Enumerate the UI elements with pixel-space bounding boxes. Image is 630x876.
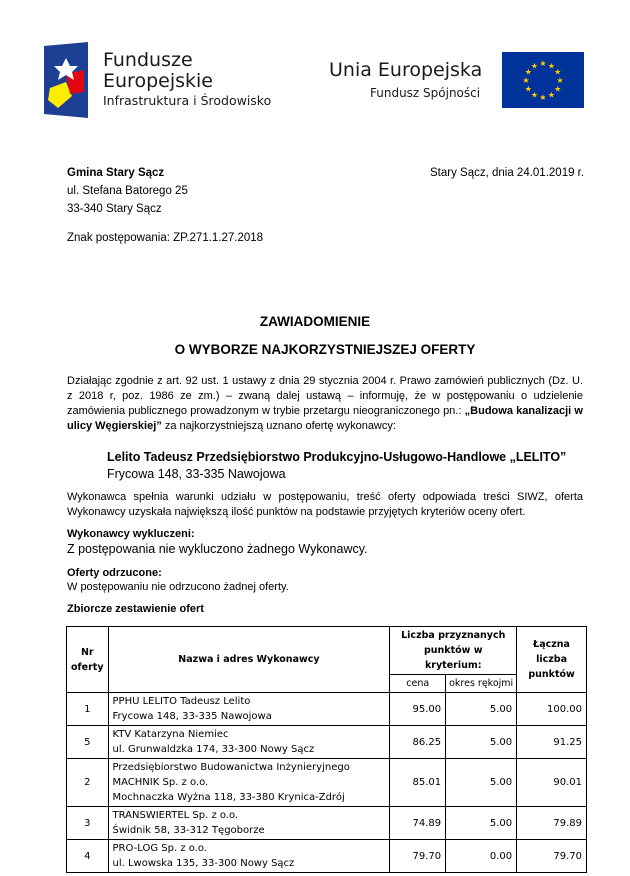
sender-street: ul. Stefana Batorego 25 xyxy=(67,185,188,197)
star-icon: ★ xyxy=(524,84,532,94)
winner-address: Frycowa 148, 33-335 Nawojowa xyxy=(107,467,286,481)
warranty-points: 5.00 xyxy=(446,726,517,759)
star-icon: ★ xyxy=(530,61,539,71)
ue-subtitle: Fundusz Spójności xyxy=(370,86,481,100)
summary-heading: Zbiorcze zestawienie ofert xyxy=(67,603,204,615)
excluded-heading: Wykonawcy wykluczeni: xyxy=(67,528,195,540)
price-points: 86.25 xyxy=(390,726,446,759)
offer-number: 3 xyxy=(67,807,109,840)
contractor-name-address xyxy=(108,693,390,726)
contractor-line: ul. Grunwaldzka 174, 33-300 Nowy Sącz xyxy=(112,744,315,755)
price-points: 95.00 xyxy=(390,693,446,726)
contractor-line: MACHNIK Sp. z o.o. xyxy=(112,777,209,788)
star-icon: ★ xyxy=(547,61,556,71)
offer-number: 1 xyxy=(67,693,109,726)
rejected-text: W postępowaniu nie odrzucono żadnej oferty. xyxy=(67,581,289,593)
table-row xyxy=(67,726,587,759)
star-icon: ★ xyxy=(522,76,530,85)
contractor-line: Świdnik 58, 33-312 Tęgoborze xyxy=(112,825,265,836)
star-icon: ★ xyxy=(554,67,562,77)
fundusze-europejskie-logo xyxy=(44,42,88,118)
offer-number: 2 xyxy=(67,759,109,807)
header-price: cena xyxy=(390,675,446,693)
header-criteria: Liczba przyznanych punktów w kryterium: xyxy=(390,627,517,675)
header-warranty: okres rękojmi xyxy=(446,675,517,693)
table-row xyxy=(67,807,587,840)
table-row xyxy=(67,840,587,873)
contractor-line: PRO-LOG Sp. z o.o. xyxy=(112,843,207,854)
star-icon: ★ xyxy=(547,90,556,100)
contractor-line: ul. Lwowska 135, 33-300 Nowy Sącz xyxy=(112,858,295,869)
offer-number: 5 xyxy=(67,726,109,759)
contractor-line: TRANSWIERTEL Sp. z o.o. xyxy=(112,810,239,821)
excluded-text: Z postępowania nie wykluczono żadnego Wykonawcy. xyxy=(67,542,368,556)
total-points: 90.01 xyxy=(517,759,587,807)
star-icon: ★ xyxy=(530,90,539,100)
contractor-line: Przedsiębiorstwo Budowanictwa Inżynieryjnego xyxy=(112,762,350,773)
contractor-line: Mochnaczka Wyżna 118, 33-380 Krynica-Zdrój xyxy=(112,792,345,803)
star-icon: ★ xyxy=(539,59,547,68)
warranty-points: 5.00 xyxy=(446,759,517,807)
warranty-points: 5.00 xyxy=(446,693,517,726)
contractor-name-address xyxy=(108,807,390,840)
contractor-line: Frycowa 148, 33-335 Nawojowa xyxy=(112,711,272,722)
rejected-heading: Oferty odrzucone: xyxy=(67,567,162,579)
offers-table xyxy=(66,626,587,873)
star-icon: ★ xyxy=(554,84,562,94)
document-subtitle: O WYBORZE NAJKORZYSTNIEJSZEJ OFERTY xyxy=(174,342,476,357)
winner-name: Lelito Tadeusz Przedsiębiorstwo Produkcyjno-Usługowo-Handlowe „LELITO” xyxy=(107,450,567,464)
intro-paragraph: Działając zgodnie z art. 92 ust. 1 ustawy z dnia 29 stycznia 2004 r. Prawo zamówień publicznych (Dz. U. z 2018 r, poz. 1986 ze zm.) – zwaną dalej ustawą – informuję, że w postępowaniu o udzielenie zamówienia publicznego prowadzonym w trybie przetargu nieograniczonego pn.: „Budowa kanalizacji w ulicy Węgierskiej” za najkorzystniejszą uznano ofertę wykonawcy: xyxy=(67,375,583,432)
eu-flag-logo xyxy=(502,52,584,108)
reference-number: Znak postępowania: ZP.271.1.27.2018 xyxy=(67,232,264,244)
contractor-name-address xyxy=(108,726,390,759)
offer-number: 4 xyxy=(67,840,109,873)
total-points: 100.00 xyxy=(517,693,587,726)
sender-city: 33-340 Stary Sącz xyxy=(67,203,162,215)
table-row xyxy=(67,759,587,807)
sender-name: Gmina Stary Sącz xyxy=(67,167,165,179)
header-total: Łączna liczba punktów xyxy=(517,627,587,693)
total-points: 79.89 xyxy=(517,807,587,840)
price-points: 85.01 xyxy=(390,759,446,807)
contractor-line: PPHU LELITO Tadeusz Lelito xyxy=(112,696,251,707)
fe-title-2: Europejskie xyxy=(103,70,213,92)
total-points: 91.25 xyxy=(517,726,587,759)
price-points: 79.70 xyxy=(390,840,446,873)
warranty-points: 0.00 xyxy=(446,840,517,873)
contractor-line: KTV Katarzyna Niemiec xyxy=(112,729,229,740)
warranty-points: 5.00 xyxy=(446,807,517,840)
contractor-name-address xyxy=(108,840,390,873)
fe-title-1: Fundusze xyxy=(103,49,193,71)
ue-title: Unia Europejska xyxy=(329,59,483,81)
price-points: 74.89 xyxy=(390,807,446,840)
star-icon: ★ xyxy=(556,76,564,85)
document-title: ZAWIADOMIENIE xyxy=(259,314,371,329)
total-points: 79.70 xyxy=(517,840,587,873)
fe-subtitle: Infrastruktura i Środowisko xyxy=(103,93,272,108)
header-name: Nazwa i adres Wykonawcy xyxy=(108,627,390,693)
document-date: Stary Sącz, dnia 24.01.2019 r. xyxy=(430,167,585,179)
star-icon: ★ xyxy=(524,67,532,77)
header-nr: Nr oferty xyxy=(67,627,109,693)
table-row xyxy=(67,693,587,726)
justification: Wykonawca spełnia warunki udziału w postępowaniu, treść oferty odpowiada treści SIWZ, oferta Wykonawcy uzyskała największą ilość punktów na podstawie przyjętych kryteriów oceny ofert. xyxy=(67,491,583,518)
star-icon: ★ xyxy=(539,93,547,102)
contractor-name-address xyxy=(108,759,390,807)
